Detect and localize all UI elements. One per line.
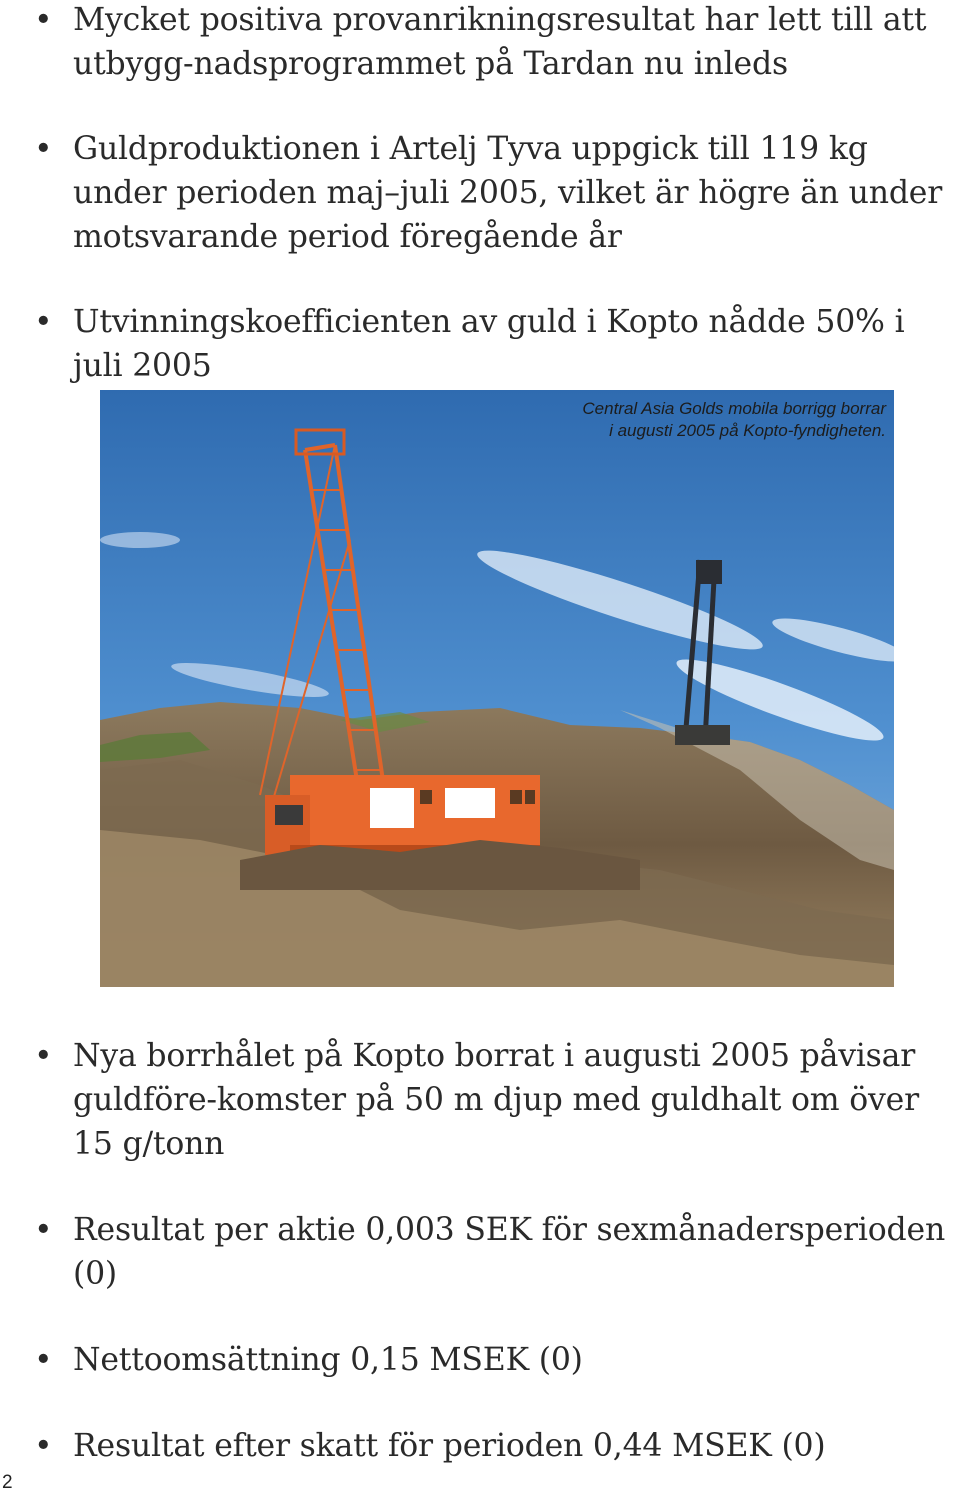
page-number: 2 [2,1472,13,1493]
bullet-marker: • [34,1038,53,1074]
bullet-text: Resultat per aktie 0,003 SEK för sexmånadersperioden (0) [73,1212,946,1292]
bullet-item [0,1338,960,1382]
bullet-item [0,300,960,388]
bullet-item [0,0,960,86]
caption-line-1: Central Asia Golds mobila borrigg borrar [582,399,886,418]
caption-line-2: i augusti 2005 på Kopto-fyndigheten. [609,421,886,440]
photo-caption [582,398,886,442]
drill-rig-photo [100,390,894,987]
bullet-marker: • [34,1212,53,1248]
bullet-text: Mycket positiva provanrikningsresultat har lett till att utbygg-nadsprogrammet på Tardan nu inleds [73,2,927,82]
bullet-text: Guldproduktionen i Artelj Tyva uppgick till 119 kg under perioden maj–juli 2005, vilket är högre än under motsvarande period föregående år [73,131,943,255]
bullet-item [0,1034,960,1166]
bullet-list-top [0,0,960,429]
bullet-marker: • [34,1428,53,1464]
bullet-item [0,1208,960,1296]
bullet-marker: • [34,131,53,167]
bullet-item [0,127,960,259]
bullet-item [0,1424,960,1468]
bullet-list-bottom [0,1034,960,1510]
bullet-text: Nettoomsättning 0,15 MSEK (0) [73,1342,583,1378]
bullet-marker: • [34,304,53,340]
photo-illustration [100,390,894,987]
bullet-text: Utvinningskoefficienten av guld i Kopto nådde 50% i juli 2005 [73,304,905,384]
bullet-marker: • [34,2,53,38]
bullet-text: Resultat efter skatt för perioden 0,44 MSEK (0) [73,1428,826,1464]
bullet-text: Nya borrhålet på Kopto borrat i augusti 2005 påvisar guldföre-komster på 50 m djup med guldhalt om över 15 g/tonn [73,1038,919,1162]
bullet-marker: • [34,1342,53,1378]
